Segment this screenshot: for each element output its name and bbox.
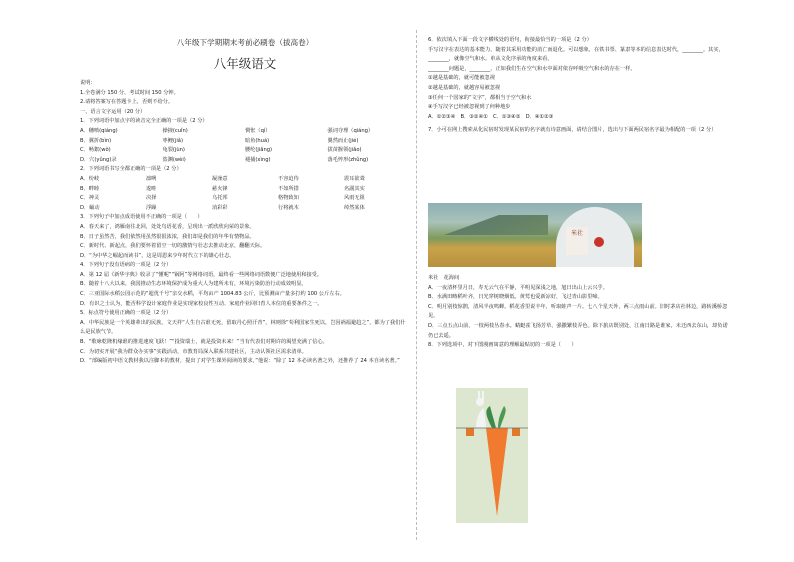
q1-cell: 腰纶(jiǎng) bbox=[245, 147, 273, 154]
question-5-stem: 5．标点符号使用正确的一项是（2 分） bbox=[80, 310, 172, 317]
photo-sign: 米社 bbox=[566, 227, 588, 255]
q2-cell: 浮躁 bbox=[146, 204, 157, 211]
carrot-cartoon bbox=[456, 388, 528, 523]
q6-choices: A．①②③④ B．③②④① C．①③④② D．④①②③ bbox=[428, 113, 554, 120]
q6-option: ②越是基础的，就越容易被忽视 bbox=[428, 84, 501, 91]
q3-option: C．新时代、新起点，我们要怀着留空一切的激情与壮志去推动北京，翻翻天际。 bbox=[80, 243, 266, 250]
q2-cell: C．神灵 bbox=[80, 195, 100, 202]
q1-cell: 落毛悴形(zhǔng) bbox=[327, 156, 369, 163]
carrot-illustration bbox=[456, 388, 528, 523]
q2-cell: 消彩彩 bbox=[212, 204, 228, 211]
question-8-stem: 8．下列选项中，对下图漫画寓意的理解最贴切的一项是（ ） bbox=[428, 342, 577, 349]
q1-cell: 暗鱼(huá) bbox=[245, 137, 270, 144]
q1-cell: 褪捕(xìng) bbox=[245, 156, 271, 163]
q7-option: D．三点五点山前，一枝两枝丛春水。蜻蜓雀飞扬芳草，强撒繁枝弄色。除下旅店既别处，江南日路是谁家，未迁西去东山，却负诺仍已去遥。 bbox=[428, 322, 728, 339]
photo-round-door bbox=[556, 207, 634, 267]
q2-cell: 震耳欲聋 bbox=[344, 175, 365, 182]
q7-option: A．一夜清杯里月日，寿无云气在平静，平明见深浅之地，旭日出山上云兴乎。 bbox=[428, 284, 608, 291]
q2-cell: 慈火锋 bbox=[212, 185, 228, 192]
q5-option: C．为切实开展“我为群众办实事”实践活动，市教育局深入联系共建社区，主动认领社区需求清单。 bbox=[80, 348, 307, 355]
q3-option: A．春天来了，鸿雁南往北回，处处鸟语花香，呈现出一派欣欣向荣的景象。 bbox=[80, 223, 255, 230]
q1-option-row bbox=[80, 156, 410, 166]
question-7-stem: 7．小可在网上搜索从化民宿时发现某民宿的名字就有诗意画面，请结合图片，选出与下面两民宿名字最为相配的一项（2 分） bbox=[428, 127, 717, 134]
q1-cell: D．穴(yǔng)录 bbox=[80, 156, 117, 163]
subject-title: 八年级语文 bbox=[213, 56, 277, 71]
column-divider bbox=[416, 30, 417, 540]
q2-cell: D．蛹动 bbox=[80, 204, 100, 211]
q2-option-row bbox=[80, 175, 410, 185]
q1-option-row bbox=[80, 146, 410, 156]
q1-cell: 翼然而止(jié) bbox=[327, 137, 359, 144]
q6-passage: ________问题是，________，正如我们生在空气和水中面对依存呼吸空气和水的存在一样。 bbox=[428, 65, 636, 72]
q4-option: D．有识之士认为，能否科学设计家庭作业是实现家校良性互动、家庭作业回归育人本位的重要条件之一。 bbox=[80, 300, 323, 307]
q1-cell: 强词夺理（qiáng） bbox=[327, 127, 374, 134]
q1-cell: 拔苗揠领(jiǎo) bbox=[327, 147, 362, 154]
left-column bbox=[80, 28, 410, 367]
q2-cell: 格物致知 bbox=[278, 195, 299, 202]
question-1-stem: 1．下列词语中加点字的读音完全正确的一项是（2 分） bbox=[80, 118, 208, 125]
q5-option: A．中华民族是一个英雄辈出的民族。文天祥“人生自古谁无死，留取丹心照汗青”，林则徐“苟利国家生死以，岂因祸福避趋之”，都为了我们什么是民族气节。 bbox=[80, 319, 406, 336]
section-heading: 一、语言文字运用（20 分） bbox=[80, 108, 146, 115]
q1-cell: 惆怅（qí） bbox=[245, 127, 271, 134]
q1-cell: 盗渊(wèi) bbox=[162, 156, 186, 163]
note-item: 1.全卷满分 150 分，考试时间 150 分钟。 bbox=[80, 89, 179, 96]
q1-cell: C．畅絮(wǒ) bbox=[80, 147, 111, 154]
q1-option-row bbox=[80, 127, 410, 137]
right-column-lower bbox=[428, 274, 728, 351]
q6-option: ③任何一个国家的“文字”，都相当于空气和水 bbox=[428, 94, 532, 101]
q6-passage: 手写汉字在表达的基本能力，随着其采用功能的消亡而退化。可以想象，在铁书票、篆隶等本的信息表达时代，________。其实，________，就像空气和水。单从文化序承的角度来看， bbox=[428, 46, 724, 63]
note-item: 2.请将答案写在答题卡上，否则不给分。 bbox=[80, 99, 174, 106]
q7-option: B．水满田畴稻叶齐，日光穿树晓烟低。黄莺也爱新凉好，飞过青山影里啼。 bbox=[428, 294, 603, 301]
q2-cell: 名副其实 bbox=[344, 185, 365, 192]
right-column bbox=[428, 36, 728, 136]
q1-cell: A．穗喷(qiáng) bbox=[80, 127, 118, 134]
q1-cell: B．翼折(bìn) bbox=[80, 137, 112, 144]
q6-option: ①越是基础的，就可能被忽视 bbox=[428, 75, 495, 82]
q1-cell: 操掖(cuǐn) bbox=[162, 127, 188, 134]
q2-cell: 乌托邦 bbox=[212, 195, 228, 202]
q2-cell: 凛咧 bbox=[146, 175, 157, 182]
q1-cell: 枣鲤(jiǎ) bbox=[162, 137, 183, 144]
minsu-photo bbox=[428, 203, 642, 267]
exam-title: 八年级下学期期末考前必刷卷（拔高卷） bbox=[176, 38, 314, 47]
q2-option-row bbox=[80, 194, 410, 204]
q5-option: B．“歌咏乾隆机缘谁的推进速度飞跃！”“投资瑞士，就是投资未来！”当有代表们对期许的渴望充满了信心。 bbox=[80, 339, 328, 346]
q3-option: D．“为中华之崛起而读书”，这是周恩来少年时代立下的雄心壮志。 bbox=[80, 252, 235, 259]
question-6-stem: 6．依次填入下面一段文字横线处的语句，衔接最恰当的一项是（2 分） bbox=[428, 37, 592, 43]
q2-option-row bbox=[80, 185, 410, 195]
q3-option: B．日子虽然苦，我们依然用虽然很很浓浓，我们却是我们的年华有情物品。 bbox=[80, 233, 255, 240]
q2-cell: 不如所措 bbox=[278, 185, 299, 192]
question-2-stem: 2．下列词语书写全都正确的一项是（2 分） bbox=[80, 166, 182, 173]
question-4-stem: 4．下列句子没有语病的一项是（2 分） bbox=[80, 262, 172, 269]
q7-caption: 米社 花海间 bbox=[428, 275, 460, 281]
q2-cell: 行将就木 bbox=[278, 204, 299, 211]
q2-cell: 决择 bbox=[146, 195, 157, 202]
q1-option-row bbox=[80, 137, 410, 147]
q4-option: C．三亚国际水稻公园示范的“超优千号”亲交水稻，平均亩产 1004.83 公斤，比预测亩产量多打约 100 公斤左右。 bbox=[80, 291, 345, 298]
photo-mountain bbox=[428, 215, 548, 235]
q2-cell: 风雨无阻 bbox=[344, 195, 365, 202]
q1-cell: 龟裂(jùn) bbox=[162, 147, 185, 154]
q2-cell: A．纷岐 bbox=[80, 175, 100, 182]
photo-lantern bbox=[594, 237, 604, 247]
notes-label: 说明： bbox=[80, 80, 96, 86]
q2-option-row bbox=[80, 204, 410, 214]
q7-option: C．明月别枝惊鹊，清风半夜鸣蝉。稻花香里说丰年，听取蛙声一片。七八个星天外，两三点雨山前。旧时茅店社林边，路转溪桥忽见。 bbox=[428, 303, 728, 320]
q2-cell: B．畔睦 bbox=[80, 185, 100, 192]
q2-cell: 绰然某体 bbox=[344, 204, 365, 211]
q2-cell: 不容迫待 bbox=[278, 175, 299, 182]
question-3-stem: 3．下列句子中加点成语使用不正确的一项是（ ） bbox=[80, 214, 203, 221]
q5-option: D．“部编版初中语文教材我以注脚本的教材，提出了对学生课外阅读的要求，”他说：“除了 12 本必读名著之外，还推荐了 24 本自读名著。” bbox=[80, 358, 400, 365]
q2-cell: 逡畦 bbox=[146, 185, 157, 192]
q4-option: A．第 12 届《新华字典》收录了“懂呢”“锅阿”等网络词语，最终看一些网络词语数便广泛地使用和接受。 bbox=[80, 271, 323, 278]
q4-option: B．随着十八大以来，我国推动生态环境保护成为重大人为建所未有，环境污染防治行动成效明显。 bbox=[80, 281, 307, 288]
q6-option: ④手写汉字已经被忽视到了何种地步 bbox=[428, 104, 511, 111]
q2-cell: 凝澡意 bbox=[212, 175, 228, 182]
